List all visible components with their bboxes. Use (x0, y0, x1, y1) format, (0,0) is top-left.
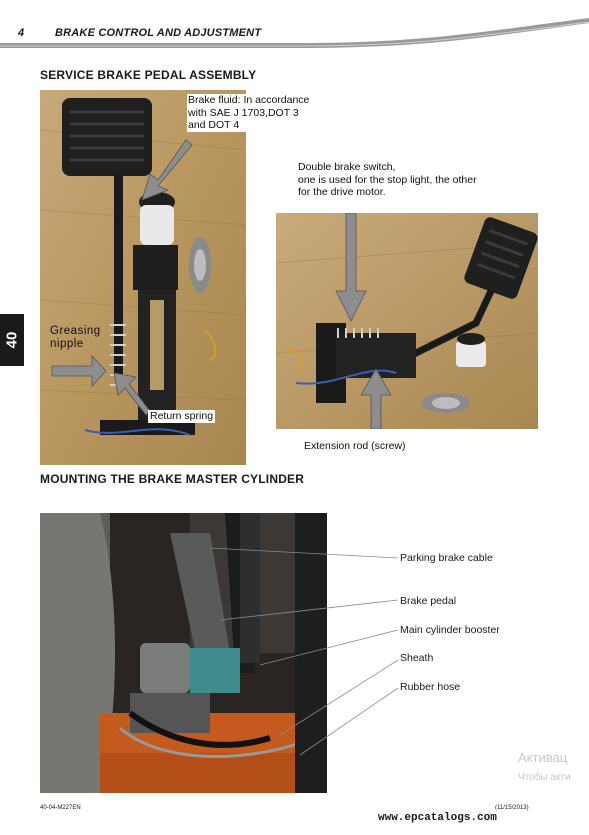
chapter-tab (0, 314, 24, 366)
section-title-pedal-assembly: SERVICE BRAKE PEDAL ASSEMBLY (40, 68, 257, 82)
chapter-tab-label: 40 (3, 331, 21, 349)
callout-switch-line3: for the drive motor. (298, 186, 386, 198)
watermark-line2: Чтобы акти (518, 772, 571, 783)
callout-switch-line2: one is used for the stop light, the other (298, 173, 477, 186)
callout-greasing-line2: nipple (50, 338, 84, 350)
callout-extension-rod: Extension rod (screw) (304, 440, 406, 452)
photo-pedal-assembly-side (276, 213, 538, 429)
footer-doc-code: 40-04-M227EN (40, 805, 81, 811)
callout-greasing-line1: Greasing (50, 325, 101, 337)
callout-brake-fluid (187, 94, 310, 132)
footer-date: (11/15/2013) (495, 805, 529, 811)
callout-return-spring: Return spring (150, 410, 214, 422)
label-sheath: Sheath (400, 652, 434, 664)
watermark-line1: Активац (518, 750, 568, 765)
page-number: 4 (18, 27, 25, 39)
callout-brake-fluid-line2: with SAE J 1703,DOT 3 (188, 106, 299, 119)
label-main-cylinder-booster: Main cylinder booster (400, 624, 500, 636)
photo-pedal-assembly (40, 90, 246, 465)
callout-switch-line1: Double brake switch, (298, 161, 396, 173)
callout-double-brake-switch (298, 161, 477, 199)
footer-url[interactable]: www.epcatalogs.com (378, 812, 497, 824)
label-rubber-hose: Rubber hose (400, 681, 461, 693)
label-brake-pedal: Brake pedal (400, 595, 457, 607)
label-parking-brake-cable: Parking brake cable (400, 552, 493, 564)
callout-brake-fluid-line3: and DOT 4 (188, 119, 240, 131)
leader-lines (180, 540, 400, 770)
chapter-title: BRAKE CONTROL AND ADJUSTMENT (55, 27, 262, 39)
callout-greasing-nipple (50, 325, 101, 351)
callout-brake-fluid-line1: Brake fluid: In accordance (188, 94, 310, 106)
section-title-master-cylinder: MOUNTING THE BRAKE MASTER CYLINDER (40, 472, 305, 486)
